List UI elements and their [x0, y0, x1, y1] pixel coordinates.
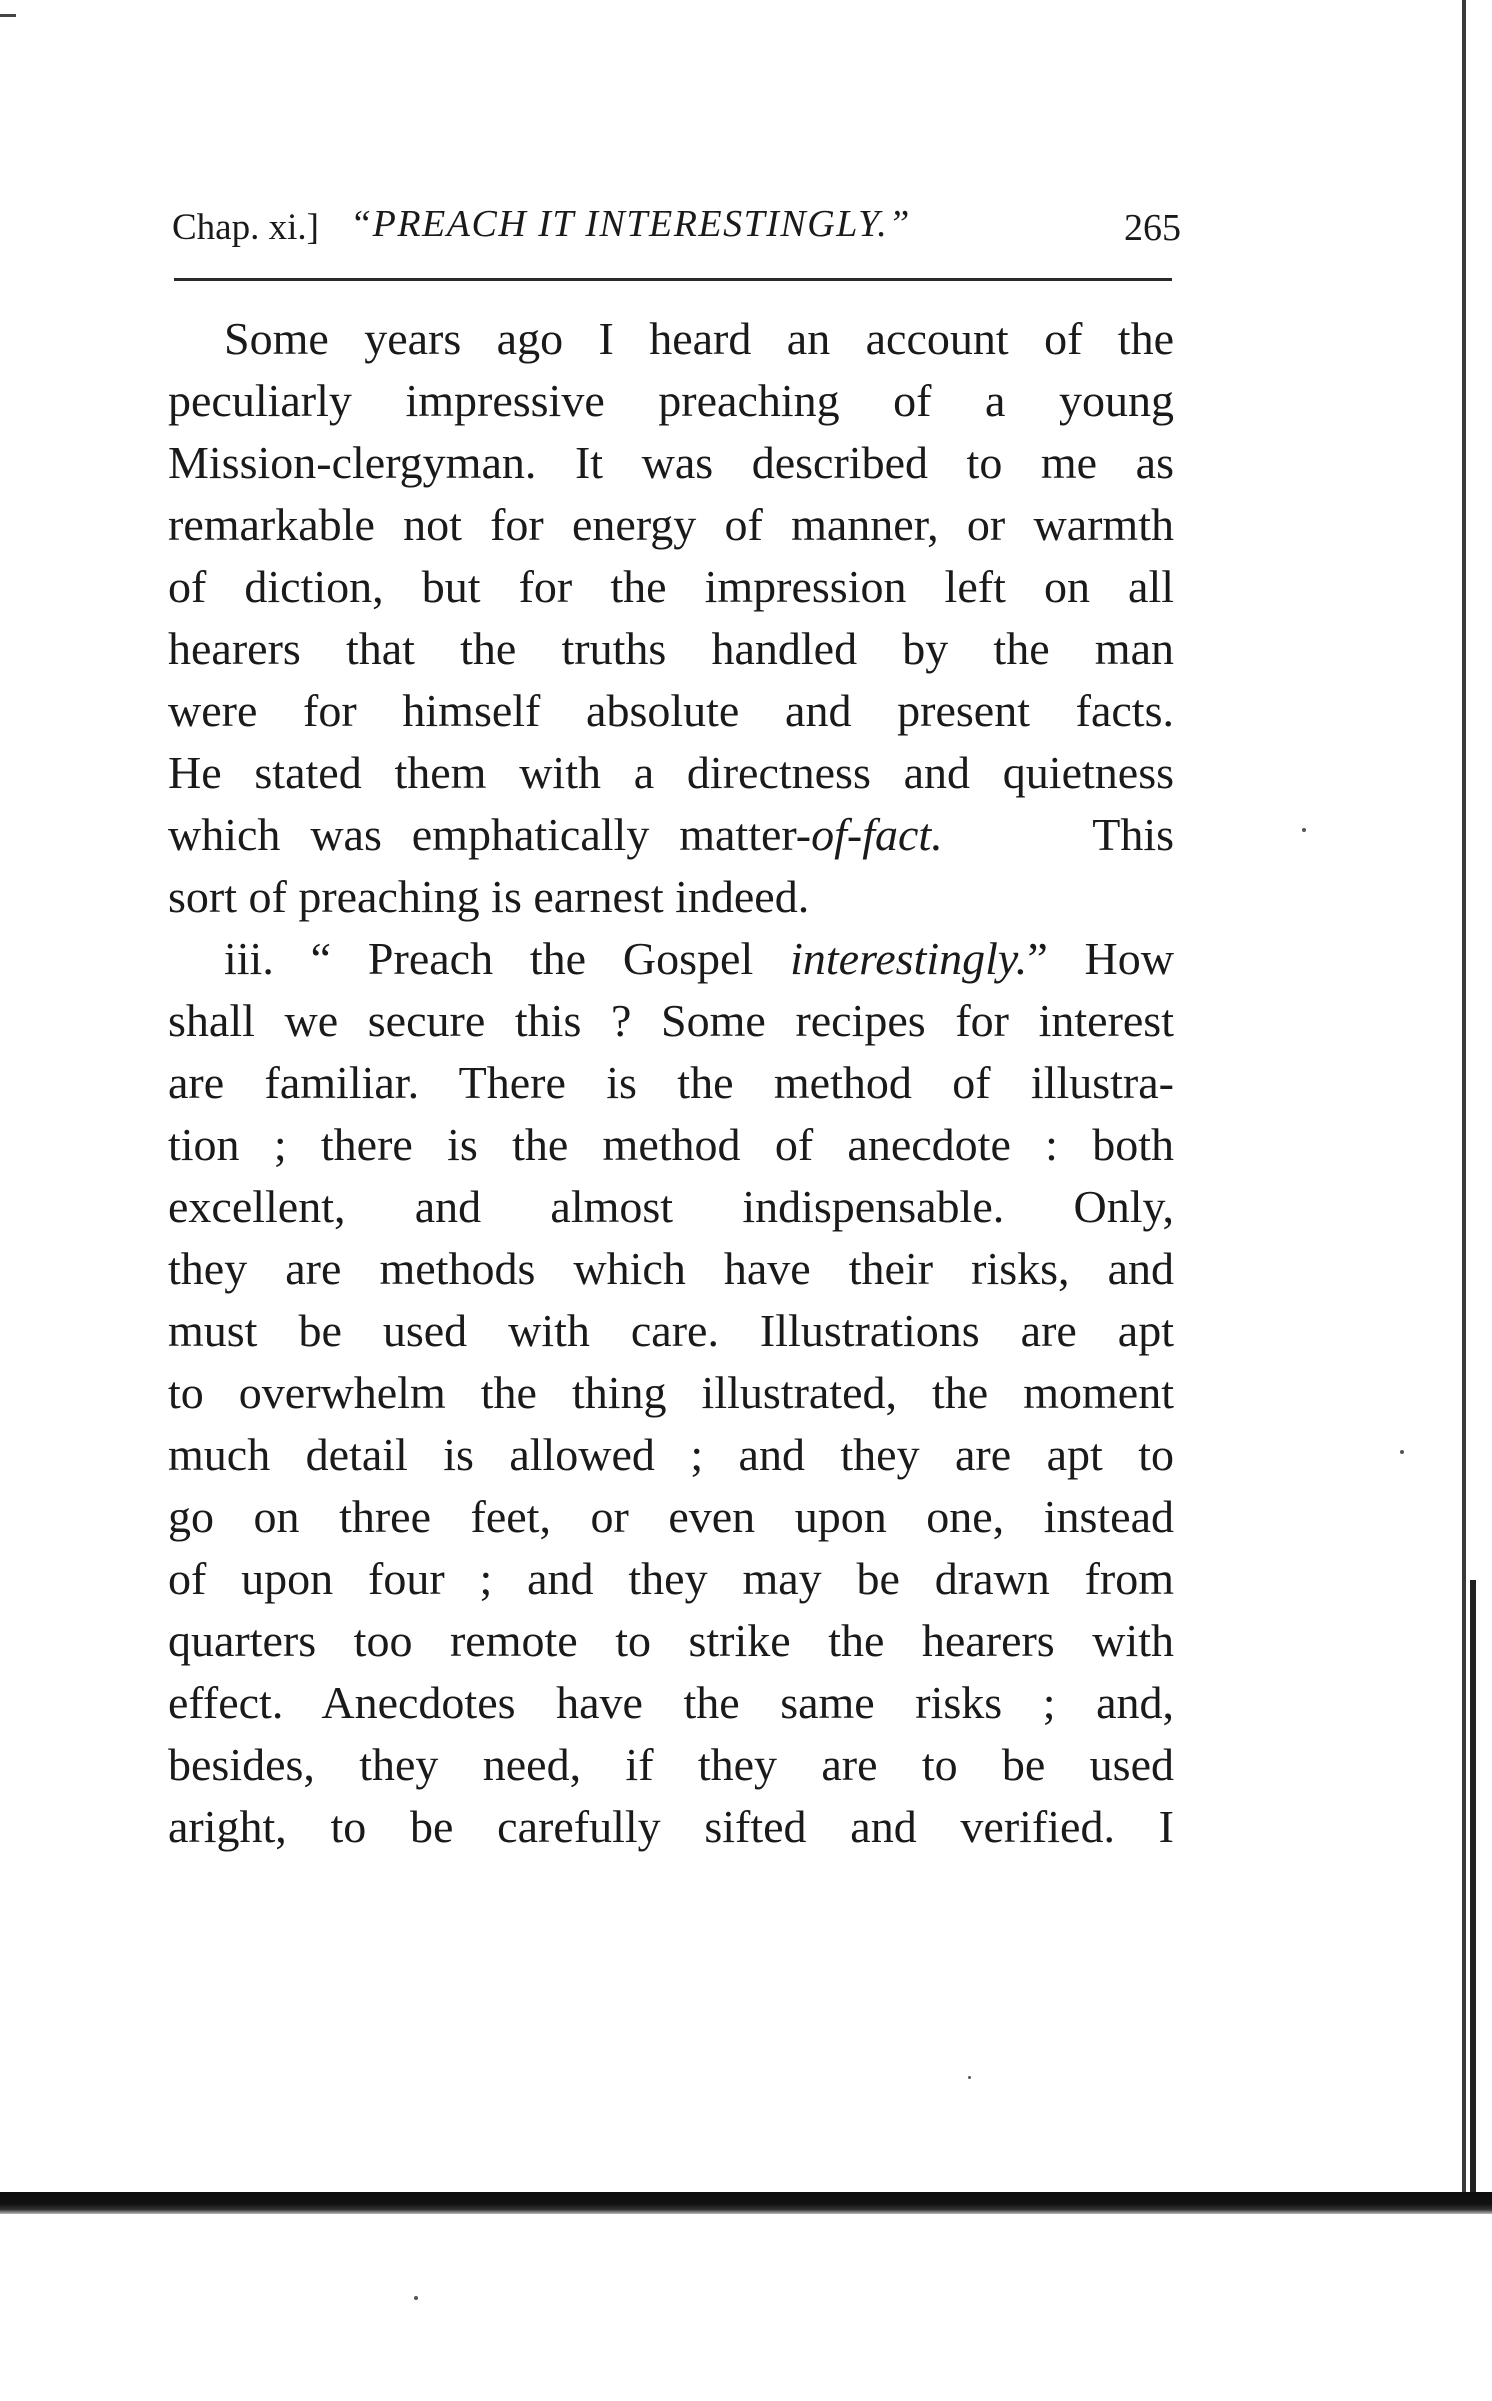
text-line: Some years ago I heard an account of the	[224, 313, 1174, 364]
text-line: of upon four ; and they may be drawn from	[168, 1553, 1174, 1604]
scan-mark	[0, 14, 16, 17]
text-line: tion ; there is the method of anecdote : both	[168, 1119, 1174, 1170]
text-line: must be used with care. Illustrations are apt	[168, 1305, 1174, 1356]
page-edge-shadow	[1462, 0, 1466, 2214]
text-line: go on three feet, or even upon one, instead	[168, 1491, 1174, 1542]
page-edge-shadow	[1470, 1580, 1476, 2214]
text-line: effect. Anecdotes have the same risks ; and,	[168, 1677, 1174, 1728]
text-line: shall we secure this ? Some recipes for interest	[168, 995, 1174, 1046]
text-line: quarters too remote to strike the hearers with	[168, 1615, 1174, 1666]
scan-speck	[414, 2296, 418, 2300]
scan-speck	[1302, 828, 1306, 832]
text-line: were for himself absolute and present facts.	[168, 685, 1174, 736]
text-line: hearers that the truths handled by the man	[168, 623, 1174, 674]
text-run: which was emphatically matter-	[168, 809, 812, 860]
running-title: “PREACH IT INTERESTINGLY.”	[350, 203, 911, 245]
paragraph-1	[168, 308, 1174, 928]
text-run: This	[1092, 809, 1174, 860]
text-line: peculiarly impressive preaching of a young	[168, 375, 1174, 426]
italic-run: interestingly.	[790, 933, 1028, 984]
page-number: 265	[1124, 207, 1181, 249]
text-run: ” How	[1027, 933, 1174, 984]
scan-speck	[968, 2076, 971, 2079]
text-line: excellent, and almost indispensable. Only,	[168, 1181, 1174, 1232]
text-line: they are methods which have their risks, and	[168, 1243, 1174, 1294]
body-text	[168, 308, 1174, 1858]
chapter-label: Chap. xi.]	[172, 207, 319, 248]
text-line: Mission-clergyman. It was described to me as	[168, 437, 1174, 488]
text-line	[168, 928, 1174, 990]
text-line	[168, 804, 1174, 866]
text-line: much detail is allowed ; and they are apt to	[168, 1429, 1174, 1480]
header-rule	[174, 278, 1172, 281]
paragraph-2	[168, 928, 1174, 1858]
page-bottom-edge	[0, 2192, 1492, 2214]
scan-speck	[1400, 1450, 1404, 1454]
text-line: aright, to be carefully sifted and verified. I	[168, 1801, 1174, 1852]
text-line: sort of preaching is earnest indeed.	[168, 871, 810, 922]
italic-run: of-fact.	[811, 809, 943, 860]
text-run: iii. “ Preach the Gospel	[224, 933, 791, 984]
text-line: of diction, but for the impression left on all	[168, 561, 1174, 612]
text-line: He stated them with a directness and quietness	[168, 747, 1174, 798]
text-line: to overwhelm the thing illustrated, the moment	[168, 1367, 1174, 1418]
text-line: besides, they need, if they are to be used	[168, 1739, 1174, 1790]
text-line: remarkable not for energy of manner, or warmth	[168, 499, 1174, 550]
running-header	[172, 196, 1181, 256]
text-line: are familiar. There is the method of illustra-	[168, 1057, 1174, 1108]
